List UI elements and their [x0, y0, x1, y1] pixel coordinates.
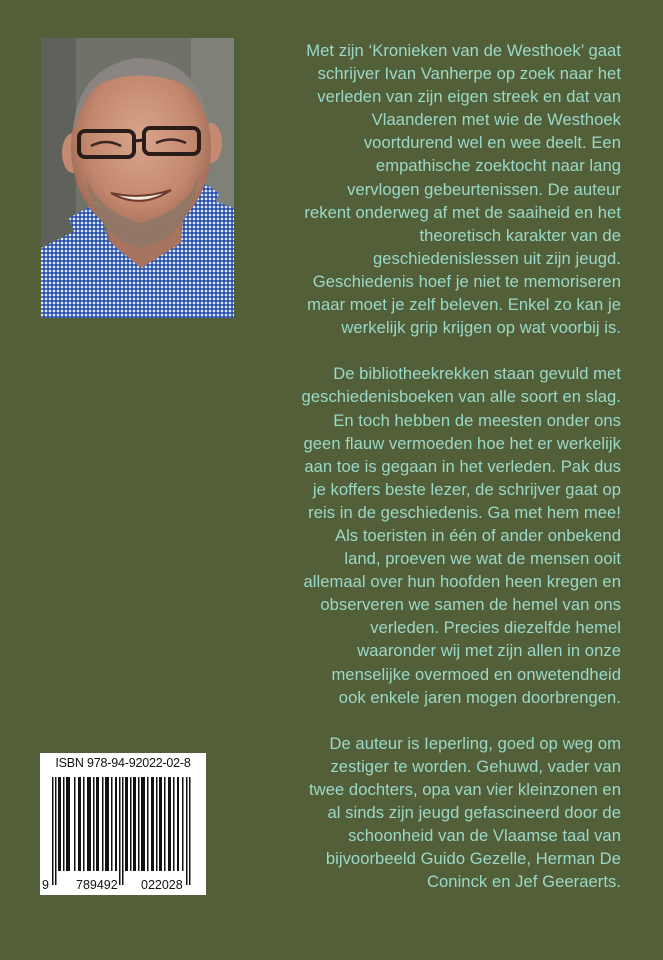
back-cover-blurb: [248, 39, 621, 917]
blurb-line: bijvoorbeeld Guido Gezelle, Herman De: [325, 849, 621, 869]
blurb-line: geschiedenisboeken van alle soort en slag.: [301, 387, 621, 407]
blurb-line: werkelijk grip krijgen op wat voorbij is.: [341, 318, 621, 338]
blurb-line: waaronder wij met zijn allen in onze: [357, 641, 621, 661]
blurb-line: je koffers beste lezer, de schrijver gaat op: [312, 479, 621, 499]
blurb-line: zestiger te worden. Gehuwd, vader van: [330, 756, 621, 776]
barcode-first-digit: 9: [42, 878, 49, 892]
blurb-line: Met zijn ‘Kronieken van de Westhoek’ gaat: [306, 41, 621, 60]
blurb-line: voortdurend wel en wee deelt. Een: [363, 133, 621, 153]
blurb-paragraph-3: [248, 732, 621, 894]
blurb-line: Geschiedenis hoef je niet te memoriseren: [312, 271, 621, 291]
blurb-line: Als toeristen in één of ander onbekend: [334, 525, 621, 545]
blurb-line: verleden. Precies diezelfde hemel: [370, 618, 621, 638]
blurb-line: verleden van zijn eigen streek en dat van: [317, 87, 621, 107]
blurb-line: En toch hebben de meesten onder ons: [333, 410, 621, 430]
author-portrait-icon: [41, 38, 234, 318]
blurb-line: land, proeven we wat de mensen ooit: [344, 549, 621, 569]
blurb-line: empathische zoektocht naar lang: [375, 156, 621, 176]
blurb-line: Coninck en Jef Geeraerts.: [426, 872, 621, 892]
blurb-line: observeren we samen de hemel van ons: [320, 595, 621, 615]
barcode-bars-icon: [52, 777, 202, 885]
blurb-line: al sinds zijn jeugd gefascineerd door de: [327, 803, 621, 823]
isbn-barcode: [40, 753, 206, 895]
barcode-left-digits: 789492: [76, 878, 118, 892]
blurb-line: schoonheid van de Vlaamse taal van: [348, 826, 621, 846]
blurb-line: schrijver Ivan Vanherpe op zoek naar het: [317, 64, 621, 84]
blurb-line: menselijke overmoed en onwetendheid: [331, 664, 621, 684]
blurb-line: theoretisch karakter van de: [419, 225, 621, 245]
barcode-right-digits: 022028: [141, 878, 183, 892]
blurb-line: ook enkele jaren mogen doorbrengen.: [338, 687, 621, 707]
blurb-line: De auteur is Ieperling, goed op weg om: [329, 733, 621, 753]
blurb-line: allemaal over hun hoofden heen kregen en: [303, 572, 621, 592]
blurb-line: aan toe is gegaan in het verleden. Pak dus: [304, 456, 621, 476]
blurb-paragraph-1: [248, 39, 621, 339]
blurb-line: De bibliotheekrekken staan gevuld met: [333, 364, 621, 384]
isbn-label: ISBN 978-94-92022-02-8: [55, 756, 191, 770]
blurb-line: reis in de geschiedenis. Ga met hem mee!: [308, 502, 621, 522]
author-photo: [41, 38, 234, 318]
blurb-line: geschiedenislessen uit zijn jeugd.: [373, 248, 621, 268]
blurb-line: vervlogen gebeurtenissen. De auteur: [347, 179, 621, 199]
blurb-line: rekent onderweg af met de saaiheid en het: [304, 202, 621, 222]
blurb-line: geen flauw vermoeden hoe het er werkelijk: [303, 433, 621, 453]
blurb-line: maar moet je zelf beleven. Enkel zo kan je: [307, 295, 621, 315]
blurb-paragraph-2: [248, 362, 621, 708]
blurb-line: twee dochters, opa van vier kleinzonen en: [309, 780, 621, 799]
blurb-line: Vlaanderen met wie de Westhoek: [371, 110, 621, 130]
